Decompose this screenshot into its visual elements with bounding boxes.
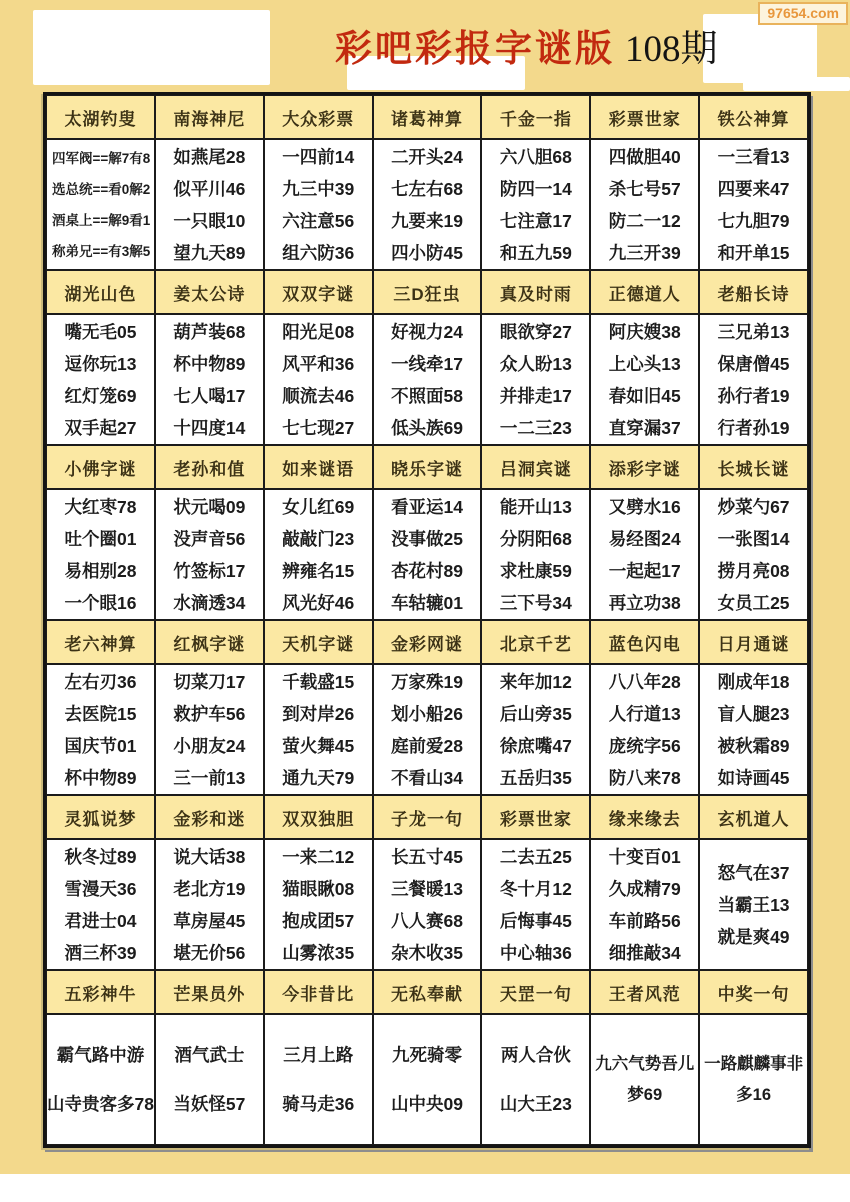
- puzzle-line: 炒菜勺67: [717, 496, 790, 517]
- puzzle-line: 没事做25: [391, 528, 464, 549]
- puzzle-line: 顺流去46: [282, 385, 355, 406]
- puzzle-line: 看亚运14: [391, 496, 464, 517]
- puzzle-line: 一四前14: [282, 146, 355, 167]
- column-header: 真及时雨: [481, 270, 590, 314]
- puzzle-cell: [590, 139, 699, 270]
- puzzle-line: 杂木收35: [391, 942, 464, 963]
- puzzle-cell: [46, 664, 155, 795]
- puzzle-line: 一个眼16: [64, 592, 137, 613]
- puzzle-cell: [481, 664, 590, 795]
- column-header: 老六神算: [46, 620, 155, 664]
- puzzle-line: 又劈水16: [608, 496, 681, 517]
- column-header: 金彩网谜: [373, 620, 482, 664]
- puzzle-line: 一线牵17: [391, 353, 464, 374]
- puzzle-cell: [155, 314, 264, 445]
- puzzle-line: 雪漫天36: [64, 878, 137, 899]
- column-header: 彩票世家: [481, 795, 590, 839]
- puzzle-line: 一路麒麟事非: [704, 1054, 804, 1073]
- puzzle-line: 切菜刀17: [173, 671, 246, 692]
- puzzle-line: 七九胆79: [717, 210, 790, 231]
- puzzle-cell: [155, 489, 264, 620]
- column-header: 添彩字谜: [590, 445, 699, 489]
- puzzle-cell: [46, 489, 155, 620]
- puzzle-line: 葫芦装68: [173, 321, 246, 342]
- puzzle-cell: [264, 664, 373, 795]
- column-header: 中奖一句: [699, 970, 808, 1014]
- puzzle-line: 和五九59: [499, 242, 572, 263]
- puzzle-line: 堪无价56: [173, 942, 246, 963]
- column-header: 天罡一句: [481, 970, 590, 1014]
- puzzle-line: 捞月亮08: [717, 560, 790, 581]
- puzzle-line: 状元喝09: [173, 496, 246, 517]
- column-header: 双双字谜: [264, 270, 373, 314]
- column-header: 芒果员外: [155, 970, 264, 1014]
- puzzle-cell: [155, 839, 264, 970]
- puzzle-line: 梦69: [627, 1085, 663, 1104]
- puzzle-line: 四小防45: [391, 242, 464, 263]
- puzzle-line: 防四一14: [499, 178, 572, 199]
- puzzle-cell: [481, 314, 590, 445]
- puzzle-line: 多16: [736, 1085, 771, 1104]
- puzzle-line: 老北方19: [173, 878, 246, 899]
- puzzle-cell: [373, 1014, 482, 1145]
- puzzle-line: 怒气在37: [717, 862, 790, 883]
- puzzle-cell: [590, 489, 699, 620]
- puzzle-line: 千载盛15: [282, 671, 355, 692]
- puzzle-cell: [481, 139, 590, 270]
- watermark-badge: 97654.com: [758, 2, 848, 25]
- puzzle-line: 当妖怪57: [173, 1093, 246, 1114]
- puzzle-line: 敲敲门23: [282, 528, 355, 549]
- puzzle-line: 易相别28: [64, 560, 137, 581]
- puzzle-line: 车前路56: [608, 910, 681, 931]
- puzzle-line: 保唐僧45: [717, 353, 790, 374]
- puzzle-cell: [46, 1014, 155, 1145]
- puzzle-line: 两人合伙: [500, 1045, 571, 1066]
- puzzle-cell: [699, 1014, 808, 1145]
- puzzle-line: 一三看13: [717, 146, 790, 167]
- puzzle-line: 杏花村89: [391, 560, 464, 581]
- puzzle-cell: [373, 839, 482, 970]
- puzzle-cell: [373, 664, 482, 795]
- puzzle-line: 酒三杯39: [64, 942, 137, 963]
- page-title-issue: 108期: [625, 29, 718, 70]
- column-header: 缘来缘去: [590, 795, 699, 839]
- puzzle-line: 三下号34: [499, 592, 572, 613]
- puzzle-line: 求杜康59: [499, 560, 572, 581]
- puzzle-line: 霸气路中游: [56, 1045, 145, 1066]
- column-header: 诸葛神算: [373, 95, 482, 139]
- puzzle-line: 就是爽49: [717, 926, 790, 947]
- puzzle-line: 双手起27: [64, 417, 137, 438]
- puzzle-line: 防二一12: [608, 210, 681, 231]
- puzzle-cell: [46, 139, 155, 270]
- puzzle-line: 后山旁35: [499, 703, 572, 724]
- puzzle-line: 去医院15: [64, 703, 137, 724]
- puzzle-cell: [481, 839, 590, 970]
- puzzle-line: 低头族69: [391, 417, 464, 438]
- puzzle-line: 眼欲穿27: [499, 321, 572, 342]
- puzzle-line: 女员工25: [717, 592, 790, 613]
- column-header: 天机字谜: [264, 620, 373, 664]
- puzzle-line: 六注意56: [282, 210, 355, 231]
- puzzle-cell: [155, 1014, 264, 1145]
- puzzle-line: 四做胆40: [608, 146, 681, 167]
- puzzle-line: 三一前13: [173, 767, 246, 788]
- puzzle-line: 细推敲34: [608, 942, 681, 963]
- puzzle-line: 女儿红69: [282, 496, 355, 517]
- puzzle-line: 草房屋45: [173, 910, 246, 931]
- puzzle-line: 阳光足08: [282, 321, 355, 342]
- puzzle-line: 好视力24: [391, 321, 464, 342]
- page-title: [335, 18, 718, 72]
- puzzle-line: 二开头24: [391, 146, 464, 167]
- column-header: 北京千艺: [481, 620, 590, 664]
- puzzle-line: 君进士04: [64, 910, 137, 931]
- censor-box: [33, 10, 270, 85]
- puzzle-cell: [699, 489, 808, 620]
- column-header: 五彩神牛: [46, 970, 155, 1014]
- puzzle-cell: [590, 1014, 699, 1145]
- column-header: 南海神尼: [155, 95, 264, 139]
- puzzle-line: 五岳归35: [499, 767, 572, 788]
- column-header: 蓝色闪电: [590, 620, 699, 664]
- puzzle-line: 山雾浓35: [282, 942, 355, 963]
- puzzle-cell: [373, 489, 482, 620]
- puzzle-line: 七注意17: [499, 210, 572, 231]
- puzzle-cell: [373, 314, 482, 445]
- puzzle-line: 大红枣78: [64, 496, 137, 517]
- puzzle-line: 十四度14: [173, 417, 246, 438]
- puzzle-line: 酒桌上==解9看1: [52, 212, 151, 228]
- puzzle-line: 三餐暖13: [391, 878, 464, 899]
- puzzle-line: 徐庶嘴47: [499, 735, 572, 756]
- puzzle-line: 众人盼13: [499, 353, 572, 374]
- column-header: 正德道人: [590, 270, 699, 314]
- column-header: 玄机道人: [699, 795, 808, 839]
- puzzle-line: 十变百01: [608, 846, 681, 867]
- column-header: 太湖钓叟: [46, 95, 155, 139]
- puzzle-line: 辨雍名15: [282, 560, 355, 581]
- puzzle-line: 七七现27: [282, 417, 355, 438]
- puzzle-line: 一张图14: [717, 528, 790, 549]
- puzzle-line: 防八来78: [608, 767, 681, 788]
- column-header: 姜太公诗: [155, 270, 264, 314]
- puzzle-cell: [264, 489, 373, 620]
- puzzle-line: 一起起17: [608, 560, 681, 581]
- puzzle-line: 红灯笼69: [64, 385, 137, 406]
- puzzle-line: 国庆节01: [64, 735, 137, 756]
- puzzle-line: 没声音56: [173, 528, 246, 549]
- puzzle-cell: [481, 489, 590, 620]
- column-header: 彩票世家: [590, 95, 699, 139]
- puzzle-line: 和开单15: [717, 242, 790, 263]
- puzzle-line: 吐个圈01: [64, 528, 137, 549]
- column-header: 金彩和迷: [155, 795, 264, 839]
- puzzle-line: 一来二12: [282, 846, 355, 867]
- puzzle-line: 长五寸45: [391, 846, 464, 867]
- puzzle-cell: [373, 139, 482, 270]
- puzzle-line: 三月上路: [283, 1045, 354, 1066]
- column-header: 老孙和值: [155, 445, 264, 489]
- puzzle-line: 被秋霜89: [717, 735, 790, 756]
- puzzle-cell: [264, 839, 373, 970]
- puzzle-cell: [46, 839, 155, 970]
- column-header: 日月通谜: [699, 620, 808, 664]
- column-header: 长城长谜: [699, 445, 808, 489]
- puzzle-line: 萤火舞45: [282, 735, 355, 756]
- puzzle-line: 望九天89: [173, 242, 246, 263]
- column-header: 三D狂虫: [373, 270, 482, 314]
- puzzle-line: 抱成团57: [282, 910, 355, 931]
- puzzle-line: 一二三23: [499, 417, 572, 438]
- puzzle-line: 三兄弟13: [717, 321, 790, 342]
- puzzle-line: 不看山34: [391, 767, 464, 788]
- column-header: 无私奉献: [373, 970, 482, 1014]
- puzzle-line: 再立功38: [608, 592, 681, 613]
- puzzle-line: 风平和36: [282, 353, 355, 374]
- puzzle-line: 二去五25: [499, 846, 572, 867]
- puzzle-line: 庭前爱28: [391, 735, 464, 756]
- puzzle-line: 盲人腿23: [717, 703, 790, 724]
- puzzle-cell: [699, 314, 808, 445]
- puzzle-line: 行者孙19: [717, 417, 790, 438]
- column-header: 铁公神算: [699, 95, 808, 139]
- puzzle-line: 并排走17: [499, 385, 572, 406]
- puzzle-line: 冬十月12: [499, 878, 572, 899]
- puzzle-line: 说大话38: [173, 846, 246, 867]
- puzzle-cell: [590, 664, 699, 795]
- puzzle-line: 四要来47: [717, 178, 790, 199]
- puzzle-line: 孙行者19: [717, 385, 790, 406]
- puzzle-cell: [699, 664, 808, 795]
- column-header: 小佛字谜: [46, 445, 155, 489]
- puzzle-cell: [264, 314, 373, 445]
- puzzle-line: 九要来19: [391, 210, 464, 231]
- puzzle-line: 万家殊19: [391, 671, 464, 692]
- column-header: 红枫字谜: [155, 620, 264, 664]
- censor-box: [743, 77, 850, 91]
- puzzle-line: 猫眼瞅08: [282, 878, 355, 899]
- puzzle-line: 春如旧45: [608, 385, 681, 406]
- puzzle-cell: [590, 839, 699, 970]
- puzzle-line: 左右刃36: [64, 671, 137, 692]
- puzzle-cell: [46, 314, 155, 445]
- puzzle-line: 竹签标17: [173, 560, 246, 581]
- puzzle-line: 山大王23: [499, 1093, 572, 1114]
- puzzle-cell: [155, 139, 264, 270]
- puzzle-line: 称弟兄==有3解5: [52, 243, 151, 259]
- column-header: 双双独胆: [264, 795, 373, 839]
- puzzle-line: 组六防36: [282, 242, 355, 263]
- puzzle-cell: [699, 839, 808, 970]
- puzzle-line: 到对岸26: [282, 703, 355, 724]
- puzzle-line: 车轱辘01: [391, 592, 464, 613]
- puzzle-line: 水滴透34: [173, 592, 246, 613]
- puzzle-line: 久成精79: [608, 878, 681, 899]
- puzzle-line: 八人赛68: [391, 910, 464, 931]
- puzzle-line: 分阴阳68: [499, 528, 572, 549]
- puzzle-line: 九六气势吾儿: [595, 1054, 695, 1073]
- puzzle-line: 山中央09: [391, 1093, 464, 1114]
- puzzle-line: 如燕尾28: [173, 146, 246, 167]
- page-title-main: 彩吧彩报字谜版: [335, 28, 615, 69]
- column-header: 湖光山色: [46, 270, 155, 314]
- column-header: 千金一指: [481, 95, 590, 139]
- puzzle-line: 风光好46: [282, 592, 355, 613]
- column-header: 灵狐说梦: [46, 795, 155, 839]
- puzzle-line: 一只眼10: [173, 210, 246, 231]
- puzzle-cell: [155, 664, 264, 795]
- puzzle-table: [43, 92, 811, 1148]
- puzzle-line: 庞统字56: [608, 735, 681, 756]
- puzzle-line: 似平川46: [173, 178, 246, 199]
- puzzle-line: 山寺贵客多78: [47, 1093, 154, 1114]
- puzzle-line: 酒气武士: [174, 1045, 245, 1066]
- puzzle-line: 中心轴36: [499, 942, 572, 963]
- column-header: 晓乐字谜: [373, 445, 482, 489]
- puzzle-line: 九三开39: [608, 242, 681, 263]
- puzzle-cell: [481, 1014, 590, 1145]
- puzzle-line: 划小船26: [391, 703, 464, 724]
- puzzle-line: 小朋友24: [173, 735, 246, 756]
- column-header: 王者风范: [590, 970, 699, 1014]
- puzzle-line: 如诗画45: [717, 767, 790, 788]
- column-header: 今非昔比: [264, 970, 373, 1014]
- puzzle-line: 九三中39: [282, 178, 355, 199]
- puzzle-line: 九死骑零: [392, 1045, 463, 1066]
- puzzle-line: 当霸王13: [717, 894, 790, 915]
- puzzle-line: 秋冬过89: [64, 846, 137, 867]
- column-header: 老船长诗: [699, 270, 808, 314]
- puzzle-line: 能开山13: [499, 496, 572, 517]
- puzzle-cell: [590, 314, 699, 445]
- puzzle-line: 杯中物89: [64, 767, 137, 788]
- puzzle-line: 八八年28: [608, 671, 681, 692]
- puzzle-line: 直穿漏37: [608, 417, 681, 438]
- puzzle-cell: [264, 1014, 373, 1145]
- puzzle-cell: [264, 139, 373, 270]
- puzzle-line: 七人喝17: [173, 385, 246, 406]
- puzzle-line: 阿庆嫂38: [608, 321, 681, 342]
- puzzle-line: 刚成年18: [717, 671, 790, 692]
- puzzle-line: 杯中物89: [173, 353, 246, 374]
- column-header: 吕洞宾谜: [481, 445, 590, 489]
- puzzle-line: 易经图24: [608, 528, 681, 549]
- column-header: 大众彩票: [264, 95, 373, 139]
- puzzle-line: 来年加12: [499, 671, 572, 692]
- puzzle-line: 上心头13: [608, 353, 681, 374]
- puzzle-line: 杀七号57: [608, 178, 681, 199]
- puzzle-line: 人行道13: [608, 703, 681, 724]
- column-header: 如来谜语: [264, 445, 373, 489]
- puzzle-line: 选总统==看0解2: [52, 181, 151, 197]
- puzzle-line: 六八胆68: [499, 146, 572, 167]
- puzzle-line: 嘴无毛05: [64, 321, 137, 342]
- puzzle-line: 四军阀==解7有8: [52, 150, 151, 166]
- puzzle-cell: [699, 139, 808, 270]
- column-header: 子龙一句: [373, 795, 482, 839]
- puzzle-line: 后悔事45: [499, 910, 572, 931]
- puzzle-line: 通九天79: [282, 767, 355, 788]
- puzzle-line: 七左右68: [391, 178, 464, 199]
- puzzle-line: 不照面58: [391, 385, 464, 406]
- puzzle-line: 逗你玩13: [64, 353, 137, 374]
- puzzle-line: 骑马走36: [282, 1093, 355, 1114]
- puzzle-line: 救护车56: [173, 703, 246, 724]
